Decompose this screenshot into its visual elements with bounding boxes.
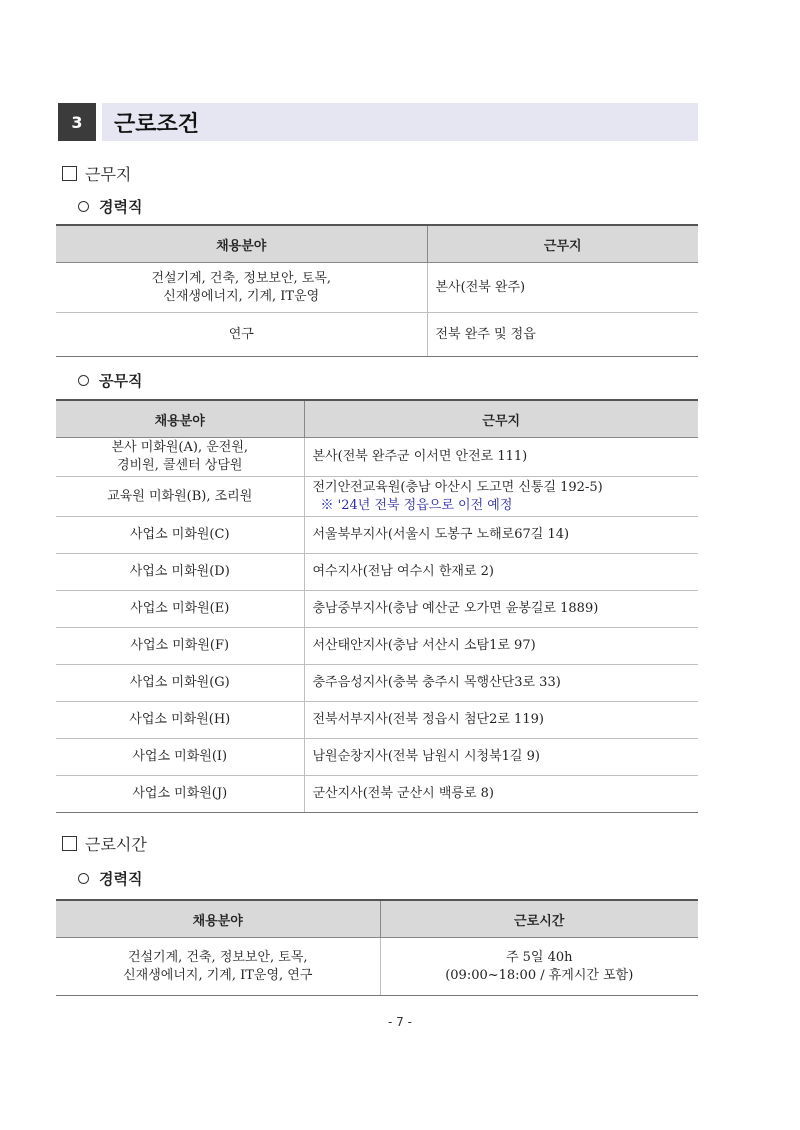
field-text: 사업소 미화원(I) <box>56 739 304 776</box>
table-row <box>56 938 698 996</box>
table-row <box>56 554 698 591</box>
place-text: 서산태안지사(충남 서산시 소탐1로 97) <box>304 628 698 665</box>
col-header-place: 근무지 <box>427 225 698 263</box>
place-text: 서울북부지사(서울시 도봉구 노해로67길 14) <box>304 517 698 554</box>
hours-career-subheading <box>78 868 142 889</box>
table-row <box>56 702 698 739</box>
field-text: 사업소 미화원(E) <box>56 591 304 628</box>
relocation-note: ※ '24년 전북 정읍으로 이전 예정 <box>320 497 513 513</box>
table-row <box>56 776 698 813</box>
workplace-career-subheading <box>78 196 142 217</box>
hours-detail-text: (09:00~18:00 / 휴게시간 포함) <box>445 967 634 983</box>
table-row <box>56 263 698 313</box>
place-text: 전북 완주 및 정읍 <box>427 313 698 357</box>
col-header-place: 근무지 <box>304 400 698 438</box>
hours-career-table <box>56 899 698 996</box>
field-text: 연구 <box>56 313 427 357</box>
field-text: 사업소 미화원(D) <box>56 554 304 591</box>
table-row <box>56 628 698 665</box>
field-text: 신재생에너지, 기계, IT운영, 연구 <box>123 967 313 983</box>
table-row <box>56 665 698 702</box>
hours-career-label: 경력직 <box>99 870 143 888</box>
place-text: 전북서부지사(전북 정읍시 첨단2로 119) <box>304 702 698 739</box>
hours-heading <box>62 832 147 855</box>
field-text: 경비원, 콜센터 상담원 <box>117 458 243 473</box>
section-header <box>58 103 698 141</box>
col-header-hours: 근로시간 <box>380 900 698 938</box>
section-number: 3 <box>58 103 96 141</box>
field-text: 사업소 미화원(C) <box>56 517 304 554</box>
field-text: 신재생에너지, 기계, IT운영 <box>163 288 320 304</box>
hours-text: 주 5일 40h <box>505 949 573 965</box>
place-text: 본사(전북 완주) <box>427 263 698 313</box>
workplace-public-label: 공무직 <box>99 372 143 390</box>
place-text: 충남중부지사(충남 예산군 오가면 윤봉길로 1889) <box>304 591 698 628</box>
workplace-heading <box>62 162 131 185</box>
field-text: 사업소 미화원(G) <box>56 665 304 702</box>
place-text: 전기안전교육원(충남 아산시 도고면 신통길 192-5) <box>312 479 603 495</box>
place-text: 본사(전북 완주군 이서면 안전로 111) <box>304 438 698 477</box>
place-text: 남원순창지사(전북 남원시 시청북1길 9) <box>304 739 698 776</box>
col-header-field: 채용분야 <box>56 900 380 938</box>
place-text: 군산지사(전북 군산시 백릉로 8) <box>304 776 698 813</box>
place-text: 여수지사(전남 여수시 한재로 2) <box>304 554 698 591</box>
workplace-career-label: 경력직 <box>99 198 143 216</box>
place-text: 충주음성지사(충북 충주시 목행산단3로 33) <box>304 665 698 702</box>
circle-bullet-icon <box>78 873 89 884</box>
workplace-career-table <box>56 224 698 357</box>
col-header-field: 채용분야 <box>56 225 427 263</box>
col-header-field: 채용분야 <box>56 400 304 438</box>
checkbox-square-icon <box>62 836 77 851</box>
table-row <box>56 477 698 517</box>
field-text: 본사 미화원(A), 운전원, <box>111 440 249 455</box>
workplace-heading-text: 근무지 <box>85 165 132 184</box>
field-text: 사업소 미화원(H) <box>56 702 304 739</box>
workplace-public-subheading <box>78 370 142 391</box>
field-text: 건설기계, 건축, 정보보안, 토목, <box>127 949 308 965</box>
page-number: - 7 - <box>388 1015 412 1029</box>
section-title: 근로조건 <box>102 103 698 141</box>
field-text: 교육원 미화원(B), 조리원 <box>56 477 304 517</box>
table-row <box>56 438 698 477</box>
table-row <box>56 517 698 554</box>
hours-heading-text: 근로시간 <box>85 835 147 854</box>
circle-bullet-icon <box>78 201 89 212</box>
table-row <box>56 591 698 628</box>
checkbox-square-icon <box>62 166 77 181</box>
field-text: 사업소 미화원(F) <box>56 628 304 665</box>
table-row <box>56 739 698 776</box>
field-text: 사업소 미화원(J) <box>56 776 304 813</box>
circle-bullet-icon <box>78 375 89 386</box>
table-row <box>56 313 698 357</box>
workplace-public-table <box>56 399 698 813</box>
field-text: 건설기계, 건축, 정보보안, 토목, <box>151 270 332 286</box>
